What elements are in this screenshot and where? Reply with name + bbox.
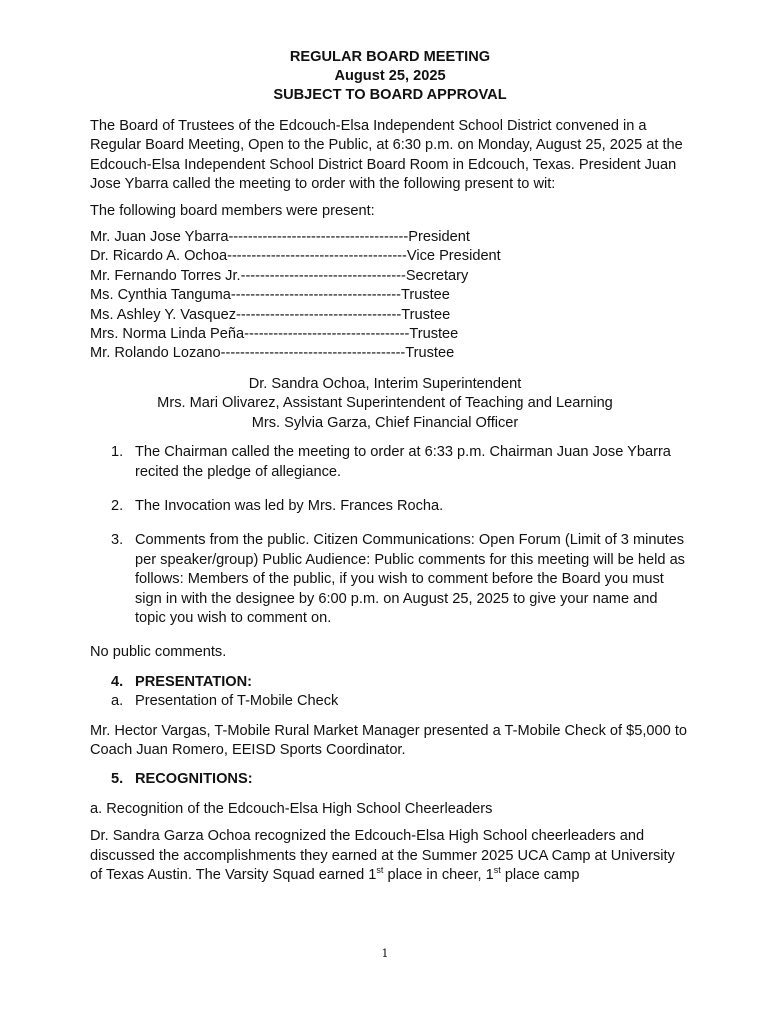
- document-header: [90, 48, 690, 105]
- board-members-list: [90, 228, 690, 364]
- recognition-body-part: Dr. Sandra Garza Ochoa recognized the Edcouch-Elsa High School cheerleaders and discussed the accomplishments they earned at the Summer 2025 UCA Camp at University of Texas Austin. The Varsity Squad earned 1: [90, 828, 675, 883]
- recognition-body-part: place camp: [500, 867, 580, 883]
- intro-paragraph: The Board of Trustees of the Edcouch-Elsa Independent School District convened in a Regular Board Meeting, Open to the Public, at 6:30 p.m. on Monday, August 25, 2025 at the Edcouch-Elsa Independent School District Board Room in Edcouch, Texas. President Juan Jose Ybarra called the meeting to order with the following present to wit:: [90, 118, 683, 193]
- agenda-item: [90, 531, 690, 628]
- administrator-line: Mrs. Mari Olivarez, Assistant Superintendent of Teaching and Learning: [157, 395, 613, 412]
- member-line: Mr. Juan Jose Ybarra-------------------------------------President: [90, 229, 470, 246]
- header-date: August 25, 2025: [334, 68, 446, 84]
- member-line: Ms. Cynthia Tanguma-----------------------------------Trustee: [90, 287, 450, 304]
- administrators-list: [80, 375, 690, 433]
- section-presentation-heading: [90, 673, 690, 692]
- recognition-subitem: a. Recognition of the Edcouch-Elsa High School Cheerleaders: [90, 800, 493, 817]
- section-number: 4.: [111, 673, 124, 690]
- administrator-line: Mrs. Sylvia Garza, Chief Financial Officer: [251, 414, 519, 431]
- agenda-item: [90, 497, 690, 516]
- subitem-letter: a.: [111, 693, 124, 710]
- item-text: The Invocation was led by Mrs. Frances Rocha.: [135, 497, 444, 514]
- member-line: Mr. Rolando Lozano--------------------------------------Trustee: [90, 345, 455, 362]
- recognition-body: [90, 827, 690, 885]
- present-label: The following board members were present:: [90, 202, 375, 219]
- header-title: REGULAR BOARD MEETING: [289, 49, 491, 65]
- section-presentation-subitem: [90, 692, 690, 711]
- member-line: Ms. Ashley Y. Vasquez----------------------------------Trustee: [90, 306, 451, 323]
- section-number: 5.: [111, 771, 124, 788]
- page-number: 1: [381, 947, 389, 960]
- agenda-items: [90, 443, 690, 628]
- ordinal-suffix: st: [376, 865, 384, 876]
- section-recognitions-heading: [90, 770, 690, 789]
- no-comments-note: No public comments.: [90, 644, 227, 661]
- member-line: Mrs. Norma Linda Peña----------------------------------Trustee: [90, 326, 459, 343]
- ordinal-suffix: st: [493, 865, 501, 876]
- administrator-line: Dr. Sandra Ochoa, Interim Superintendent: [248, 375, 522, 392]
- recognition-body-part: place in cheer, 1: [383, 867, 494, 883]
- agenda-item: [90, 443, 690, 482]
- document-page: [90, 48, 690, 885]
- item-number: 1.: [111, 444, 124, 461]
- header-subtitle: SUBJECT TO BOARD APPROVAL: [273, 87, 507, 103]
- section-title: RECOGNITIONS:: [135, 771, 253, 788]
- item-number: 2.: [111, 497, 124, 514]
- item-text: The Chairman called the meeting to order at 6:33 p.m. Chairman Juan Jose Ybarra recited the pledge of allegiance.: [135, 444, 671, 480]
- item-number: 3.: [111, 532, 124, 549]
- section-title: PRESENTATION:: [135, 673, 253, 690]
- subitem-text: Presentation of T-Mobile Check: [135, 693, 339, 710]
- presentation-body: Mr. Hector Vargas, T-Mobile Rural Market Manager presented a T-Mobile Check of $5,000 to Coach Juan Romero, EEISD Sports Coordinator.: [90, 722, 688, 758]
- member-line: Dr. Ricardo A. Ochoa-------------------------------------Vice President: [90, 248, 501, 265]
- item-text: Comments from the public. Citizen Communications: Open Forum (Limit of 3 minutes per speaker/group) Public Audience: Public comments for this meeting will be held as follows: Members of the public, if you wish to comment before the Board you must sign in with the designee by 6:00 p.m. on August 25, 2025 to give your name and topic you wish to comment on.: [135, 532, 685, 626]
- member-line: Mr. Fernando Torres Jr.----------------------------------Secretary: [90, 267, 469, 284]
